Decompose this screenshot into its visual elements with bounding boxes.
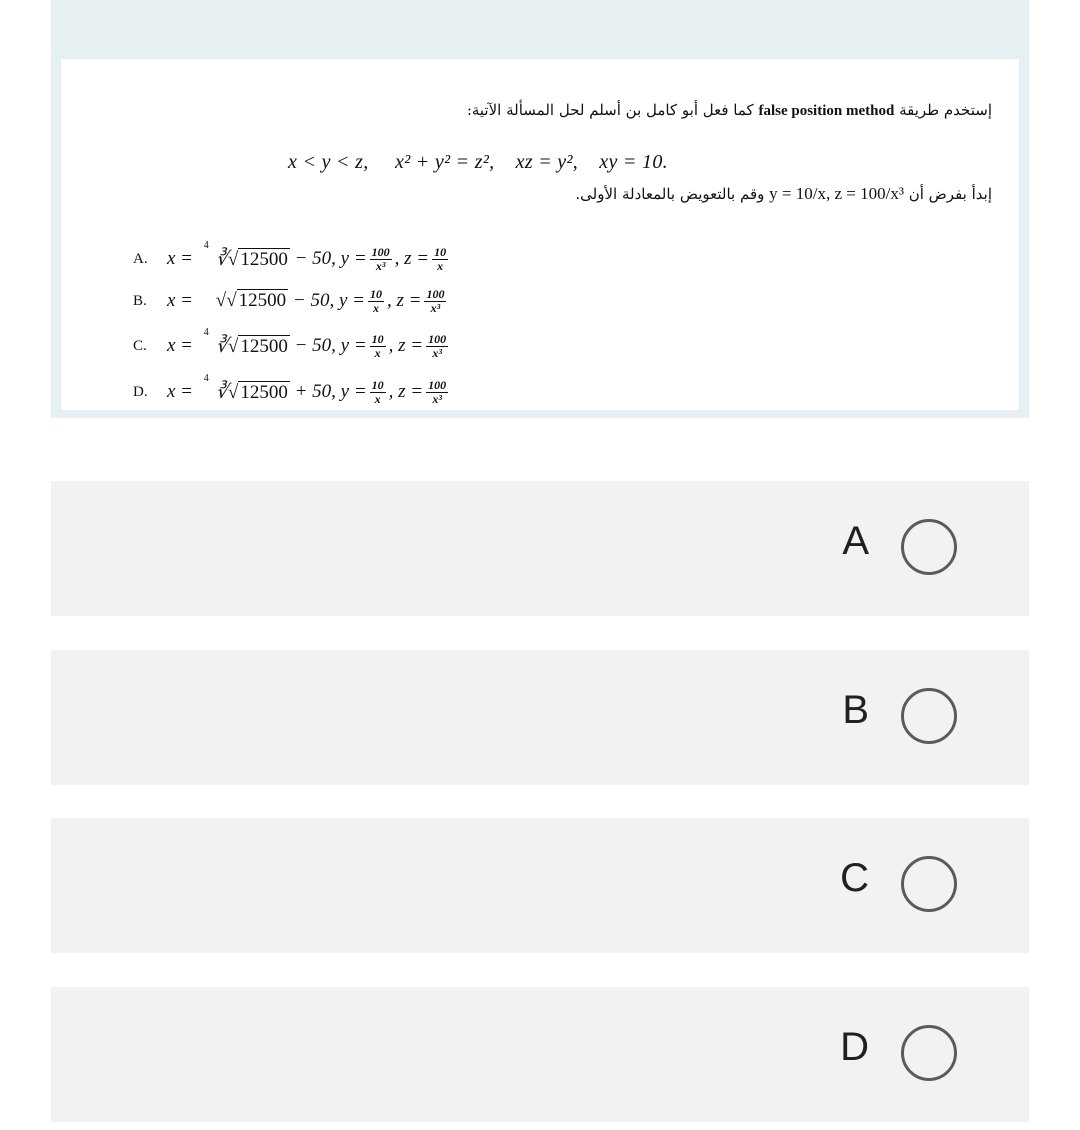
answer-label: A	[842, 519, 869, 563]
z-denominator: x	[437, 258, 444, 273]
choice-a: A. x = 4 ∛√ 12500 − 50, y = $\frac{100}{\text{x³}}$ , z = $\frac{10}{x}$	[133, 239, 447, 273]
root-index: 4	[203, 326, 209, 338]
answer-label: C	[840, 856, 869, 900]
instruction-suffix: كما فعل أبو كامل بن أسلم لحل المسألة الآتية:	[466, 101, 754, 119]
radical-operator: − 50,	[294, 335, 336, 356]
radical-value: 12500	[240, 248, 288, 270]
hint-formula: y = 10/x, z = 100/x³	[769, 184, 904, 203]
answer-label: B	[842, 688, 869, 732]
y-numerator: 10	[371, 331, 384, 346]
root-index: 4	[203, 372, 209, 384]
z-denominator: x³	[432, 345, 442, 360]
y-fraction	[370, 333, 386, 360]
y-denominator: x	[374, 345, 381, 360]
radio-button-c[interactable]	[901, 856, 957, 912]
z-denominator: x³	[432, 391, 442, 406]
y-denominator: x³	[375, 258, 386, 273]
choice-c: C. x = 4 ∛√ 12500 − 50, y = $\frac{10}{x}$ , z = $\frac{100}{\text{x³}}$	[133, 326, 447, 360]
choice-letter: D.	[133, 383, 148, 400]
radical-value: 12500	[238, 290, 287, 311]
z-numerator: 100	[428, 331, 447, 346]
y-fraction	[368, 288, 384, 315]
z-numerator: 100	[426, 286, 445, 301]
choice-letter: C.	[133, 337, 147, 354]
choice-b: B. x = √√ 12500 − 50, y = $\frac{10}{x}$ , z = $\frac{100}{\text{x³}}$	[133, 286, 445, 315]
radio-button-b[interactable]	[901, 688, 957, 744]
answer-label: D	[840, 1025, 869, 1069]
radical-value: 12500	[240, 381, 288, 403]
y-denominator: x	[374, 391, 381, 406]
y-numerator: 10	[371, 377, 384, 392]
radical-operator: − 50,	[292, 290, 335, 311]
question-instruction	[467, 101, 992, 120]
radio-button-d[interactable]	[901, 1025, 957, 1081]
hint-prefix: إبدأ بفرض أن	[908, 185, 992, 203]
choice-letter: A.	[133, 250, 148, 267]
question-image	[61, 59, 1019, 410]
answer-option-a[interactable]	[51, 481, 1029, 616]
answer-option-b[interactable]	[51, 650, 1029, 785]
root-index: 4	[203, 239, 209, 251]
radical-operator: + 50,	[294, 381, 336, 402]
z-fraction	[432, 246, 448, 273]
z-numerator: 100	[428, 377, 447, 392]
z-denominator: x³	[430, 300, 441, 315]
y-numerator: 100	[371, 244, 390, 259]
y-fraction	[370, 246, 392, 273]
hint-suffix: وقم بالتعويض بالمعادلة الأولى.	[575, 185, 765, 203]
answer-option-c[interactable]	[51, 818, 1029, 953]
instruction-prefix: إستخدم طريقة	[899, 101, 992, 119]
y-denominator: x	[372, 300, 379, 315]
z-fraction	[424, 288, 446, 315]
method-name: false position method	[758, 103, 895, 119]
answer-option-d[interactable]	[51, 987, 1029, 1122]
equation-system: x < y < z, x² + y² = z², xz = y², xy = 10.	[288, 151, 668, 173]
y-numerator: 10	[369, 286, 382, 301]
z-numerator: 10	[434, 244, 447, 259]
z-fraction	[426, 333, 448, 360]
choice-letter: B.	[133, 292, 147, 309]
radical-value: 12500	[240, 335, 288, 357]
y-fraction	[370, 379, 386, 406]
radical-operator: − 50,	[294, 248, 336, 269]
z-fraction	[426, 379, 448, 406]
choice-d: D. x = 4 ∛√ 12500 + 50, y = $\frac{10}{x}$ , z = $\frac{100}{\text{x³}}$	[133, 372, 447, 406]
question-hint	[575, 184, 992, 204]
radio-button-a[interactable]	[901, 519, 957, 575]
